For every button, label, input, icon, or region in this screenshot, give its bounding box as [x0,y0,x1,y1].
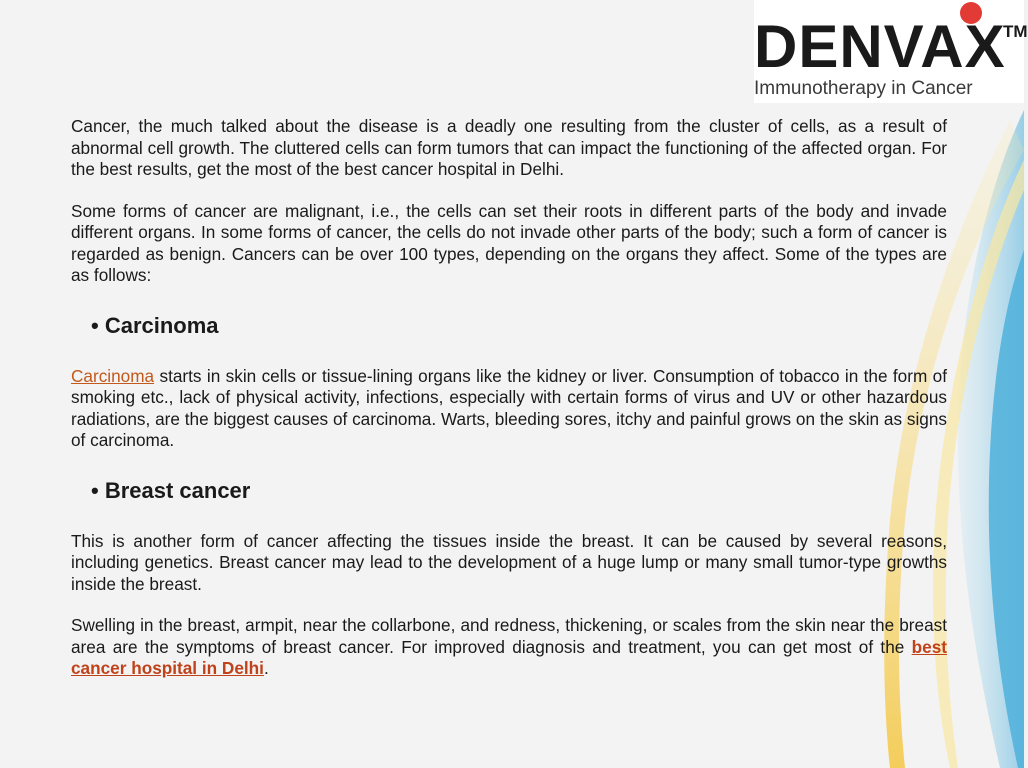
carcinoma-heading: • Carcinoma [91,312,219,338]
breast-cancer-body-2-end: . [263,658,269,678]
types-paragraph: Some forms of cancer are malignant, i.e., the cells can set their roots in different parts of the body and invade different organs. In some forms of cancer, the cells do not invade other parts of the body; such a form of cancer is regarded as benign. Cancers can be over 100 types, depending on the organs they affect. Some of the types are as follows: [71,200,947,285]
intro-paragraph: Cancer, the much talked about the disease is a deadly one resulting from the cluster of cells, as a result of abnormal cell growth. The cluttered cells can form tumors that can impact the functioning of the affected organ. For the best results, get the most of the best cancer hospital in Delhi. [71,116,947,179]
breast-cancer-paragraph-2 [71,615,947,680]
carcinoma-body: starts in skin cells or tissue-lining organs like the kidney or liver. Consumption of tobacco in the form of smoking etc., lack of physical activity, infections, especially with certain forms of virus and UV or other hazardous radiations, are the biggest causes of carcinoma. Warts, bleeding sores, itchy and painful grows on the skin as signs of carcinoma. [71,365,947,450]
logo-trademark: TM [1003,22,1028,41]
best-cancer-hospital-link[interactable]: best cancer hospital in Delhi [71,636,947,678]
logo-tagline: Immunotherapy in Cancer [754,78,973,99]
denvax-logo [754,0,1028,103]
logo-wordmark: DENVAX [754,13,1006,80]
breast-cancer-body-2: Swelling in the breast, armpit, near the collarbone, and redness, thickening, or scales from the skin near the breast area are the symptoms of breast cancer. For improved diagnosis and treatment, you can get most of the [71,615,947,657]
carcinoma-paragraph [71,366,947,452]
breast-cancer-heading: • Breast cancer [91,477,251,503]
carcinoma-link[interactable]: Carcinoma [71,365,155,386]
breast-cancer-paragraph-1: This is another form of cancer affecting the tissues inside the breast. It can be caused by several reasons, including genetics. Breast cancer may lead to the development of a huge lump or many small tumor-type growths inside the breast. [71,530,947,594]
article-body [71,116,947,680]
